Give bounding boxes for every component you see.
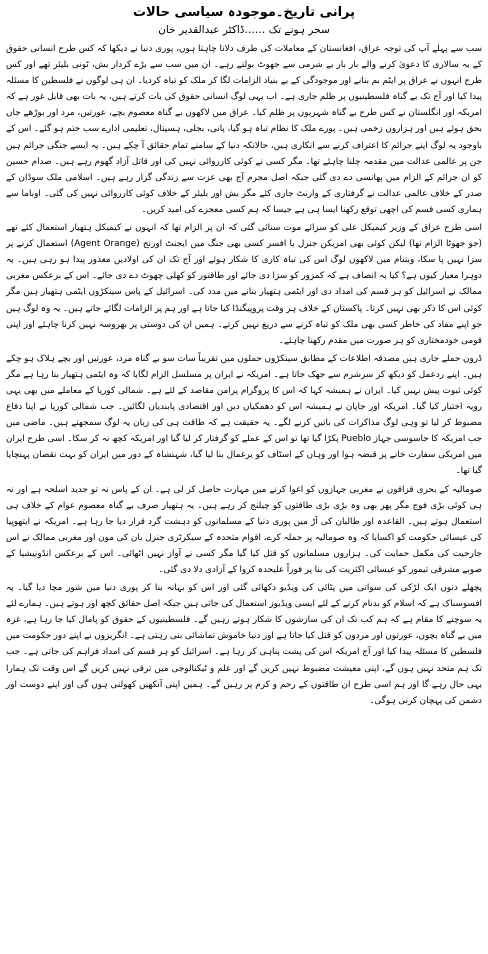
paragraph-3: ڈرون حملے جاری ہیں مصدقہ اطلاعات کے مطابق سینکڑوں حملوں میں تقریباً سات سو بے گناہ مرد، عورتیں اور بچے ہلاک ہو چکے ہیں۔ اپنے ردعمل کو دیکھ کر سرشرم سے جھک جاتا ہے۔ امریکہ نے ایران پر مسلسل الزام لگایا کہ وہ ایٹمی ہتھیار بنا رہا ہے مگر کوئی ثبوت پیش نہیں کیا۔ ایران نے ہمیشہ کہا کہ اس کا پروگرام پرامن مقاصد کے لئے ہے۔ شمالی کوریا کے معاملے میں بھی یہی رویہ اختیار کیا گیا۔ امریکہ اور جاپان نے ہمیشہ اس کو دھمکیاں دیں اور اقتصادی پابندیاں لگائیں۔ جب شمالی کوریا نے اپنا دفاع مضبوط کر لیا تو وہی لوگ مذاکرات کی باتیں کرنے لگے۔ یہ حقیقت ہے کہ طاقت ہی کی زبان یہ لوگ سمجھتے ہیں۔ ماضی میں جب امریکہ کا جاسوسی جہاز Pueblo پکڑا گیا تھا تو اس کے عملے کو گرفتار کر لیا گیا اور امریکہ کچھ نہ کر سکا۔ اسی طرح ایران میں امریکی سفارت خانے پر قبضہ ہوا اور وہاں کے اسٹاف کو یرغمال بنا لیا گیا، شہنشاہ کے دور میں ایران کو بہت نقصان پہنچایا گیا تھا۔	[6, 353, 482, 477]
paragraph-5: پچھلے دنوں ایک لڑکی کی سواتی میں پٹائی کی ویڈیو دکھائی گئی اور اس کو بہانہ بنا کر پوری دنیا میں شور مچا دیا گیا۔ یہ افسوسناک ہے کہ اسلام کو بدنام کرنے کے لئے ایسی ویڈیوز استعمال کی جاتی ہیں جبکہ اصل حقائق کچھ اور ہوتے ہیں۔ ہمارے لئے یہ سوچنے کا مقام ہے کہ ہم کب تک ان کی سازشوں کا شکار ہوتے رہیں گے۔ فلسطینیوں کے حقوق کو پامال کیا جا رہا ہے، غزہ میں بے گناہ بچوں، عورتوں اور مردوں کو قتل کیا جاتا ہے اور دنیا خاموش تماشائی بنی رہتی ہے۔ انگریزوں نے اپنے دور حکومت میں فلسطین کا مسئلہ پیدا کیا اور آج امریکہ اس کی پشت پناہی کر رہا ہے۔ اسرائیل کو ہر قسم کی امداد فراہم کی جاتی ہے۔ جب تک ہم متحد نہیں ہوں گے، اپنی معیشت مضبوط نہیں کریں گے اور علم و ٹیکنالوجی میں ترقی نہیں کریں گے اس وقت تک ہمارا یہی حال رہے گا اور ہم اسی طرح ان طاقتوں کے رحم و کرم پر رہیں گے۔ ہمیں اپنی آنکھیں کھولنی ہوں گی اور اپنے دوست اور دشمن کی پہچان کرنی ہوگی۔	[6, 583, 482, 706]
article-byline: سحر ہونے تک ……ڈاکٹر عبدالقدیر خان	[158, 24, 330, 36]
paragraph-2: اسی طرح عراق کے وزیر کیمیکل علی کو سزائے موت سنائی گئی کہ ان پر الزام تھا کہ انہوں نے کیمیکل ہتھیار استعمال کئے تھے (جو جھوٹا الزام تھا) لیکن کوئی بھی امریکن جنرل یا افسر کسی بھی جنگ میں ایجنٹ اورنج (Agent Orange) استعمال کرنے پر سزا نہیں پا سکا، ویتنام میں لاکھوں لوگ اس کی تباہ کاری کا شکار ہوئے اور آج تک ان کی اولادیں معذور پیدا ہو رہی ہیں۔ یہ دوہرا معیار کیوں ہے؟ کیا یہ انصاف ہے کہ کمزور کو سزا دی جائے اور طاقتور کو کھلی چھوٹ دے دی جائے۔ اس کے برعکس مغربی ممالک نے اسرائیل کو ہر قسم کی امداد دی اور ایٹمی ہتھیار بنانے میں مدد کی۔ اسرائیل کے پاس سینکڑوں ایٹمی ہتھیار ہیں مگر کوئی اس کا ذکر بھی نہیں کرتا۔ پاکستان کے خلاف ہر وقت پروپیگنڈا کیا جاتا ہے اور ہم پر الزامات لگائے جاتے ہیں۔ یہ وہ لوگ ہیں جو اپنے مفاد کی خاطر کسی بھی ملک کو تباہ کرنے سے دریغ نہیں کرتے۔ ہمیں ان کی دوستی پر بھروسہ نہیں کرنا چاہئے اور اپنی قومی خودمختاری کو ہر صورت میں مقدم رکھنا چاہئے۔	[6, 223, 482, 346]
paragraph-1: سب سے پہلے آپ کی توجہ عراق، افغانستان کے معاملات کی طرف دلانا چاہتا ہوں، پوری دنیا نے دیکھا کہ کس طرح انسانی حقوق کے یہ سالاری کا دعویٰ کرنے والے بار بار بے شرمی سے جھوٹ بولتے رہے۔ ان میں سب سے بڑے کردار بش، ٹونی بلیئر تھے اور کس طرح انہوں نے عراق پر ایٹم بم بنانے اور موجودگی کے بے بنیاد الزامات لگا کر ملک کو تباہ کردیا۔ ان ہی لوگوں نے فلسطین کا مسئلہ پیدا کیا اور آج تک بے گناہ فلسطینیوں پر ظلم جاری ہے۔ اب یہی لوگ انسانی حقوق کی بات کرتے ہیں، یہ بات بھی قابل غور ہے کہ امریکہ اور انگلستان نے کس طرح بے گناہ شہریوں پر ظلم کیا۔ عراق میں لاکھوں بے گناہ معصوم بچے، عورتیں، مرد اور بوڑھے جاں بحق ہوئے ہیں اور ہزاروں زخمی ہیں۔ پورے ملک کا نظام تباہ ہو گیا، پانی، بجلی، ہسپتال، تعلیمی ادارے سب ختم ہو گئے۔ اس کے باوجود یہ لوگ اپنے جرائم کا اعتراف کرنے سے انکاری ہیں، حالانکہ دنیا کے سامنے تمام حقائق آ چکے ہیں۔ یہ ایسے جنگی جرائم ہیں جن پر عالمی عدالت میں مقدمہ چلنا چاہئے تھا۔ مگر کسی نے کوئی کارروائی نہیں کی اور قاتل آزاد گھوم رہے ہیں۔ صدام حسین کو ان جرائم کے الزام میں پھانسی دے دی گئی جبکہ اصل مجرم آج بھی عزت سے زندگی گزار رہے ہیں۔ اسلامی ملک سوڈان کے صدر کے خلاف عالمی عدالت نے گرفتاری کے وارنٹ جاری کئے مگر بش اور بلیئر کے خلاف کوئی کارروائی نہیں کی گئی۔ اوباما سے ہماری کسی قسم کی اچھی توقع رکھنا ایسا ہی ہے جیسا کہ ہم کسی معجزے کی امید کریں۔	[6, 44, 482, 215]
paragraph-4: صومالیہ کے بحری قزاقوں نے مغربی جہازوں کو اغوا کرنے میں مہارت حاصل کر لی ہے۔ ان کے پاس نہ تو جدید اسلحہ ہے اور نہ ہی کوئی بڑی فوج مگر پھر بھی وہ بڑی بڑی طاقتوں کو چیلنج کر رہے ہیں۔ یہ ہتھیار صرف بے گناہ معصوم عوام کے خلاف ہی استعمال ہوتے ہیں۔ القاعدہ اور طالبان کی آڑ میں پوری دنیا کے مسلمانوں کو دہشت گرد قرار دیا جا رہا ہے۔ امریکہ نے ایتھوپیا کی عیسائی حکومت کو اکسایا کہ وہ صومالیہ پر حملہ کرے، اقوام متحدہ کے سیکرٹری جنرل بان کی مون اور مغربی ممالک نے اس جارحیت کی مکمل حمایت کی۔ ہزاروں مسلمانوں کو قتل کیا گیا مگر کسی نے آواز نہیں اٹھائی۔ اس کے برعکس انڈونیشیا کے صوبے مشرقی تیمور کو عیسائی اکثریت کی بنا پر فوراً علیحدہ کروا کے آزادی دلا دی گئی۔	[6, 484, 482, 575]
article-title: پرانی تاریخ۔موجودہ سیاسی حالات	[132, 5, 356, 20]
